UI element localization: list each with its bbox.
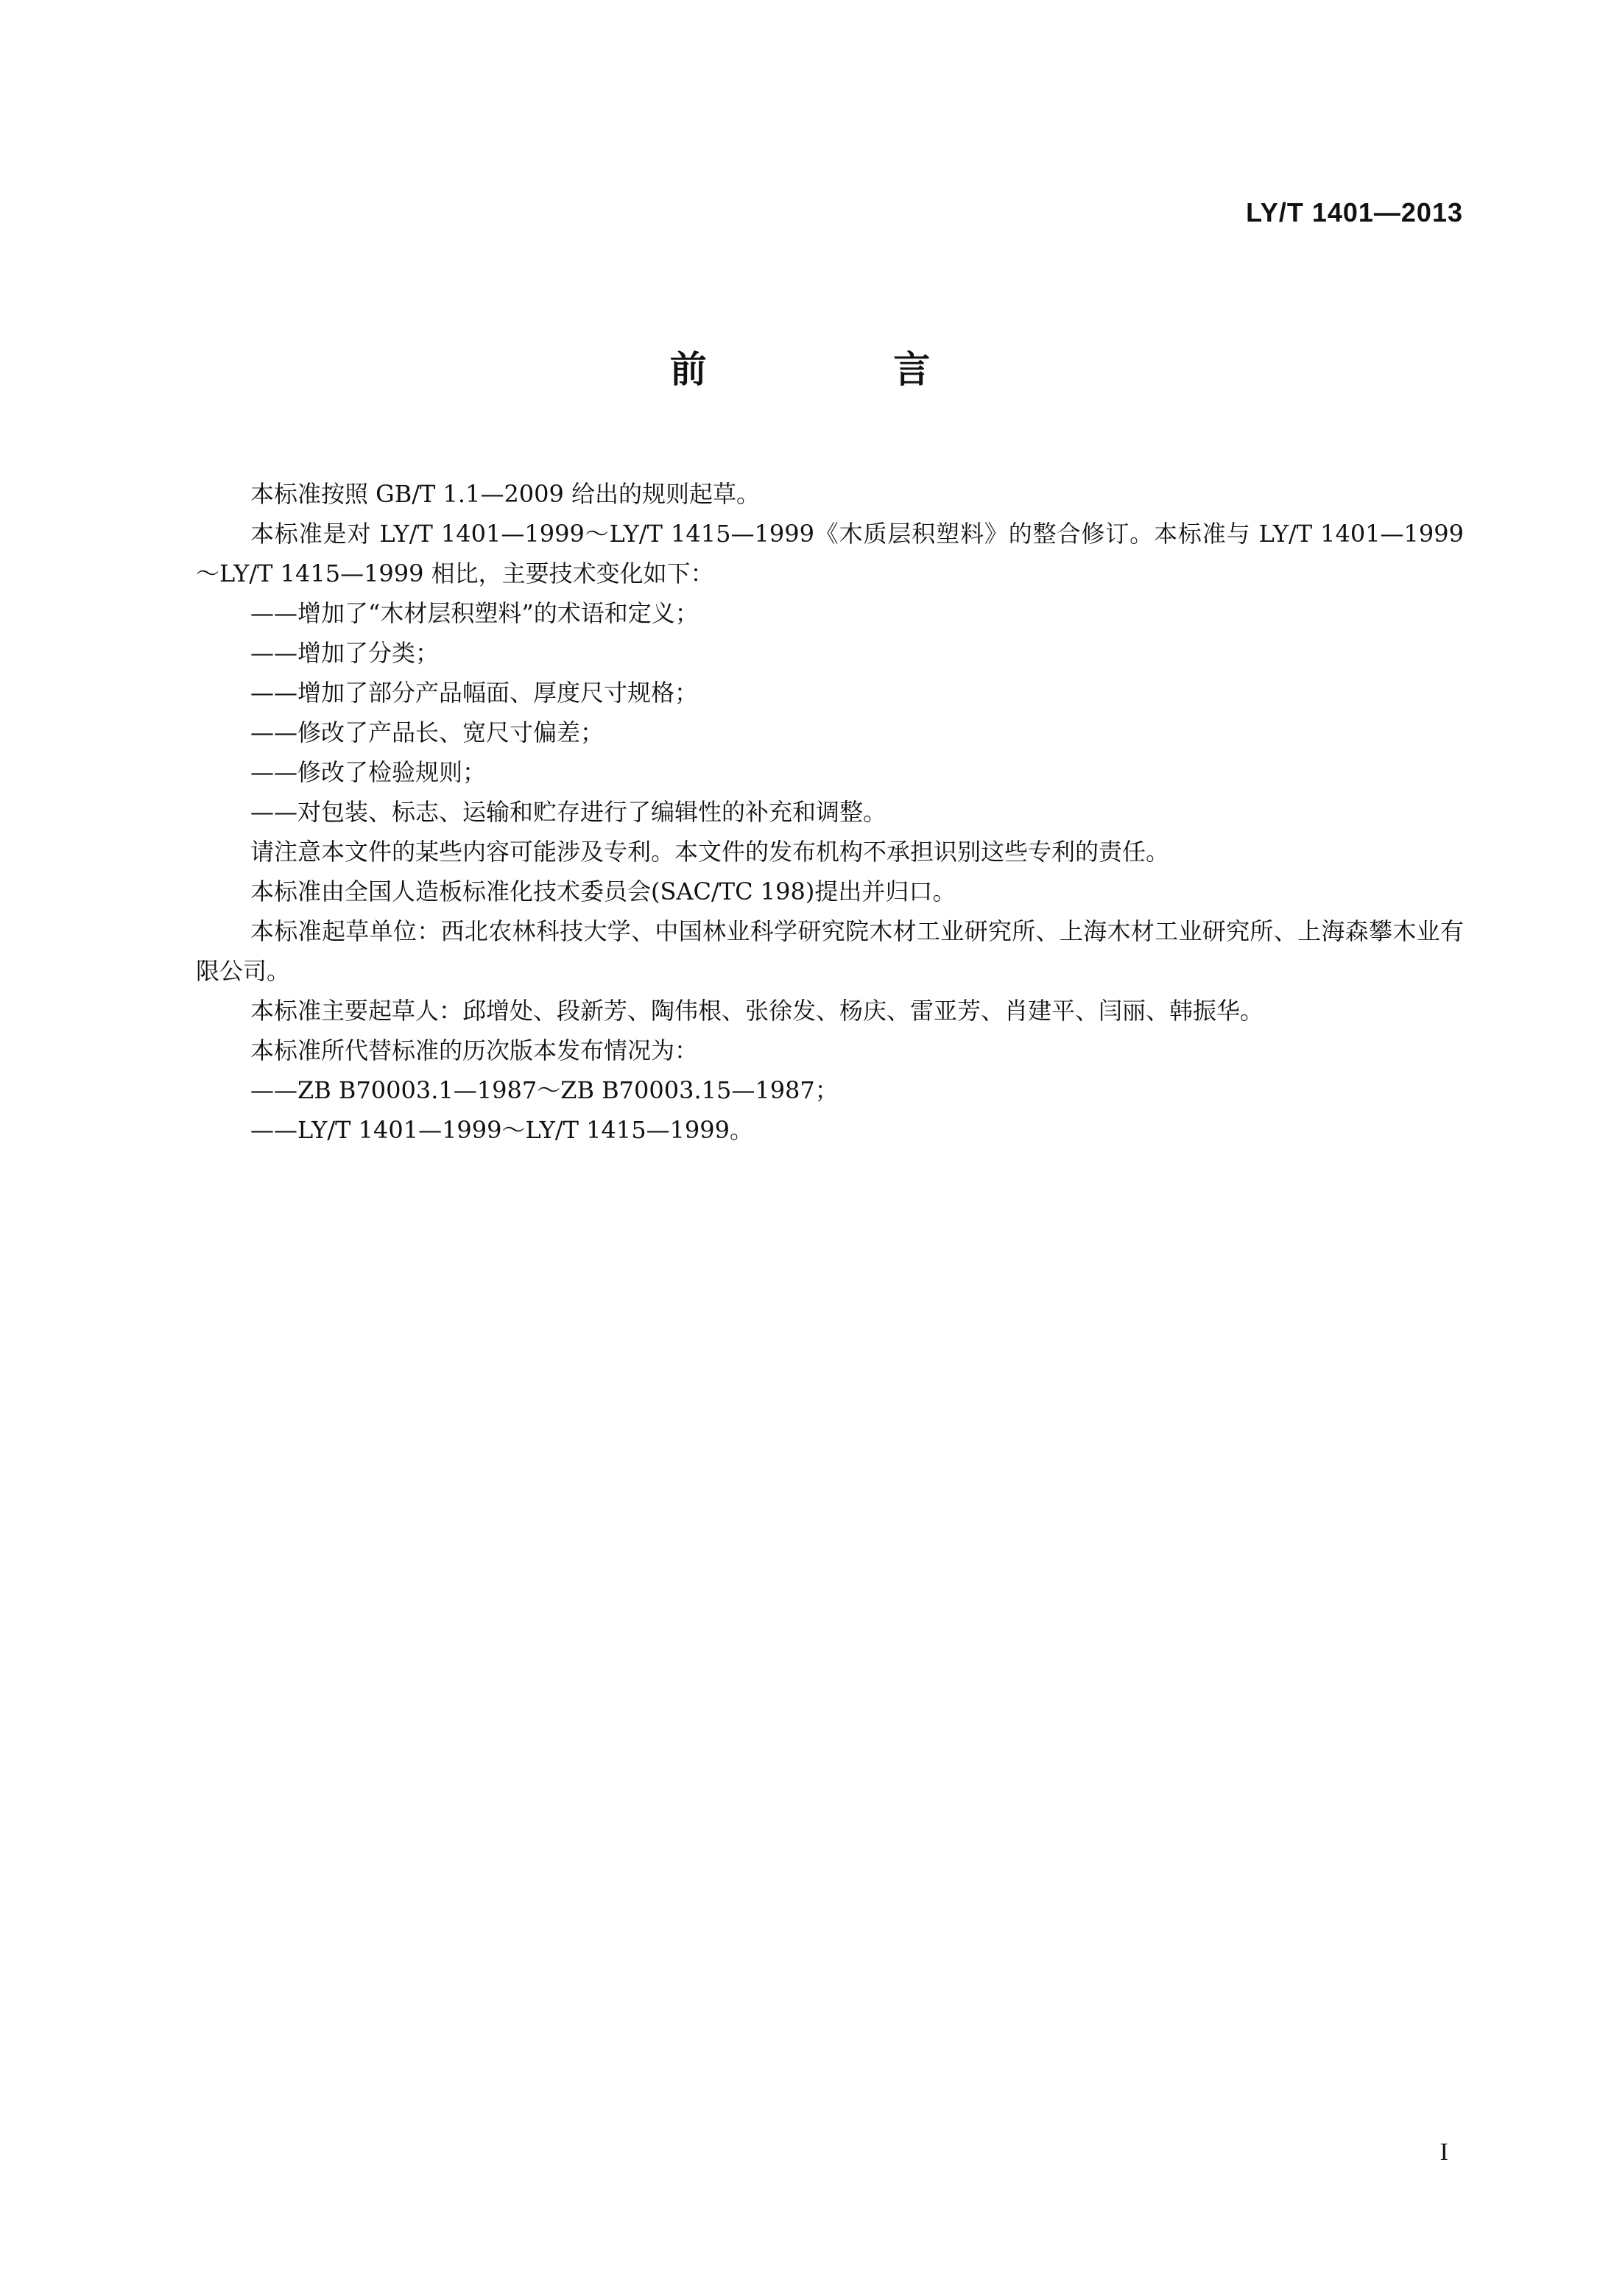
change-item: ——修改了检验规则； xyxy=(250,758,487,786)
page-title: 前 言 xyxy=(669,348,1018,391)
paragraph-drafting-units: 本标准起草单位：西北农林科技大学、中国林业科学研究院木材工业研究所、上海木材工业研究所、上海森攀木业有限公司。 xyxy=(196,917,1464,985)
paragraph-drafters: 本标准主要起草人：邱增处、段新芳、陶伟根、张徐发、杨庆、雷亚芳、肖建平、闫丽、韩振华。 xyxy=(250,997,1264,1025)
paragraph-patent-notice: 请注意本文件的某些内容可能涉及专利。本文件的发布机构不承担识别这些专利的责任。 xyxy=(250,838,1170,866)
paragraph-revision-summary: 本标准是对 LY/T 1401—1999～LY/T 1415—1999《木质层积塑料》的整合修订。本标准与 LY/T 1401—1999～LY/T 1415—1999 相比，主要技术变化如下： xyxy=(196,520,1464,587)
foreword-body xyxy=(196,474,1464,1150)
change-item: ——增加了分类； xyxy=(250,639,440,667)
standard-code: LY/T 1401—2013 xyxy=(1246,197,1463,227)
paragraph-previous-editions: 本标准所代替标准的历次版本发布情况为： xyxy=(250,1036,699,1064)
change-item: ——对包装、标志、运输和贮存进行了编辑性的补充和调整。 xyxy=(250,798,887,826)
paragraph-proposer: 本标准由全国人造板标准化技术委员会(SAC/TC 198)提出并归口。 xyxy=(250,877,956,905)
page-number: I xyxy=(1439,2138,1448,2166)
edition-item: ——ZB B70003.1—1987～ZB B70003.15—1987； xyxy=(250,1076,839,1104)
change-item: ——增加了“木材层积塑料”的术语和定义； xyxy=(250,599,699,627)
edition-item: ——LY/T 1401—1999～LY/T 1415—1999。 xyxy=(250,1116,754,1144)
change-item: ——修改了产品长、宽尺寸偏差； xyxy=(250,718,605,746)
change-item: ——增加了部分产品幅面、厚度尺寸规格； xyxy=(250,679,699,707)
paragraph-drafting-rules: 本标准按照 GB/T 1.1—2009 给出的规则起草。 xyxy=(250,480,761,508)
